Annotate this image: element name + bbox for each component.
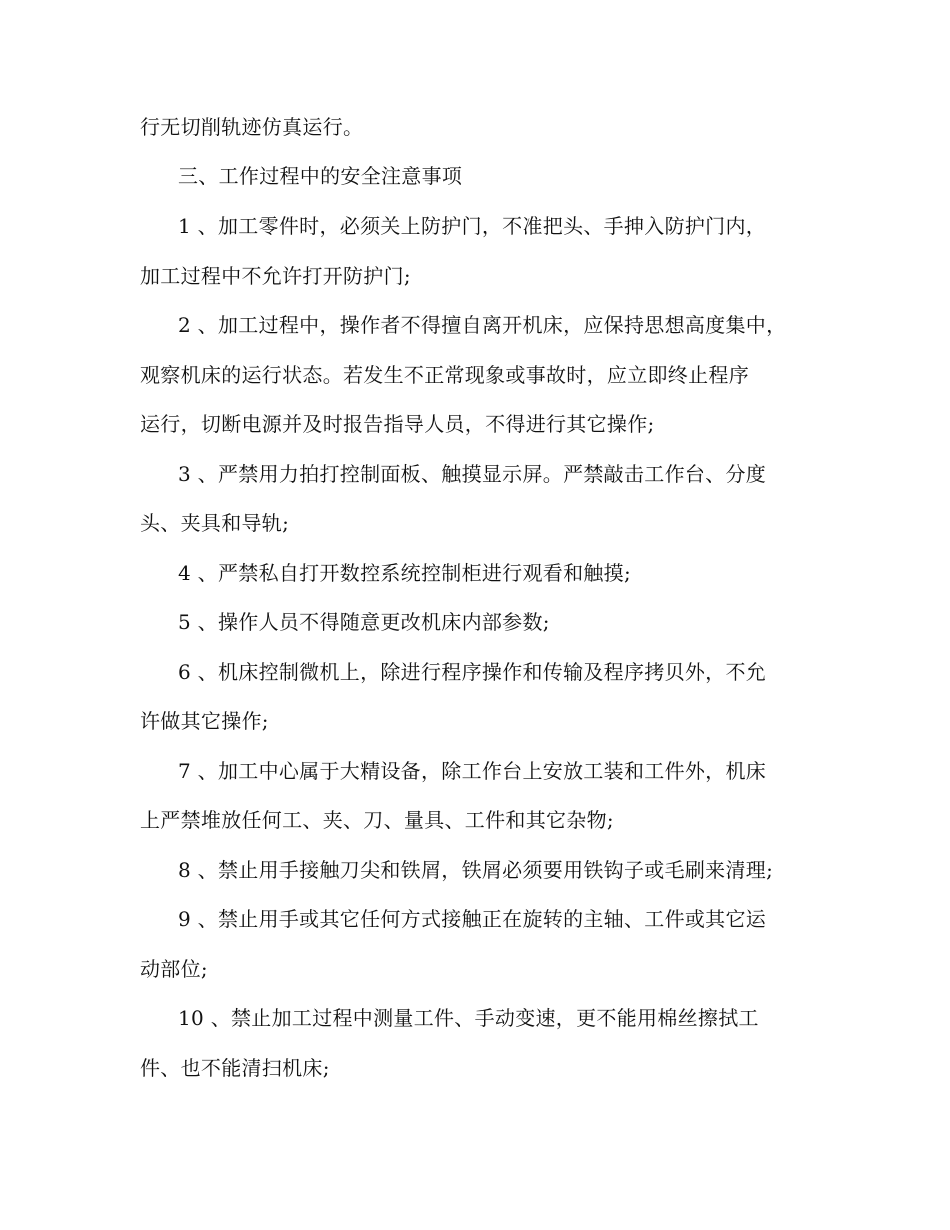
item-2-line-2: 观察机床的运行状态。若发生不正常现象或事故时，应立即终止程序: [140, 363, 749, 387]
item-7-line-1: 7 、加工中心属于大精设备，除工作台上安放工装和工件外，机床: [178, 759, 767, 783]
item-3-line-2: 头、夹具和导轨;: [140, 511, 290, 535]
item-10-line-2: 件、也不能清扫机床;: [140, 1056, 330, 1080]
item-2-line-3: 运行，切断电源并及时报告指导人员，不得进行其它操作;: [140, 412, 655, 436]
item-5: 5 、操作人员不得随意更改机床内部参数;: [178, 610, 550, 634]
section-heading: 三、工作过程中的安全注意事项: [178, 164, 463, 188]
item-7-line-2: 上严禁堆放任何工、夹、刀、量具、工件和其它杂物;: [140, 808, 614, 832]
item-9-line-2: 动部位;: [140, 957, 208, 981]
item-9-line-1: 9 、禁止用手或其它任何方式接触正在旋转的主轴、工件或其它运: [178, 907, 767, 931]
item-6-line-2: 许做其它操作;: [140, 709, 269, 733]
item-1-line-2: 加工过程中不允许打开防护门;: [140, 264, 411, 288]
item-1-line-1: 1 、加工零件时，必须关上防护门，不准把头、手抻入防护门内，: [178, 214, 767, 238]
item-6-line-1: 6 、机床控制微机上，除进行程序操作和传输及程序拷贝外，不允: [178, 660, 767, 684]
item-10-line-1: 10 、禁止加工过程中测量工件、手动变速，更不能用棉丝擦拭工: [178, 1006, 759, 1030]
item-4: 4 、严禁私自打开数控系统控制柜进行观看和触摸;: [178, 561, 632, 585]
item-2-line-1: 2 、加工过程中，操作者不得擅自离开机床，应保持思想高度集中，: [178, 313, 787, 337]
item-3-line-1: 3 、严禁用力拍打控制面板、触摸显示屏。严禁敲击工作台、分度: [178, 462, 767, 486]
item-8: 8 、禁止用手接触刀尖和铁屑，铁屑必须要用铁钩子或毛刷来清理;: [178, 858, 774, 882]
text-line-continuation: 行无切削轨迹仿真运行。: [140, 115, 364, 139]
